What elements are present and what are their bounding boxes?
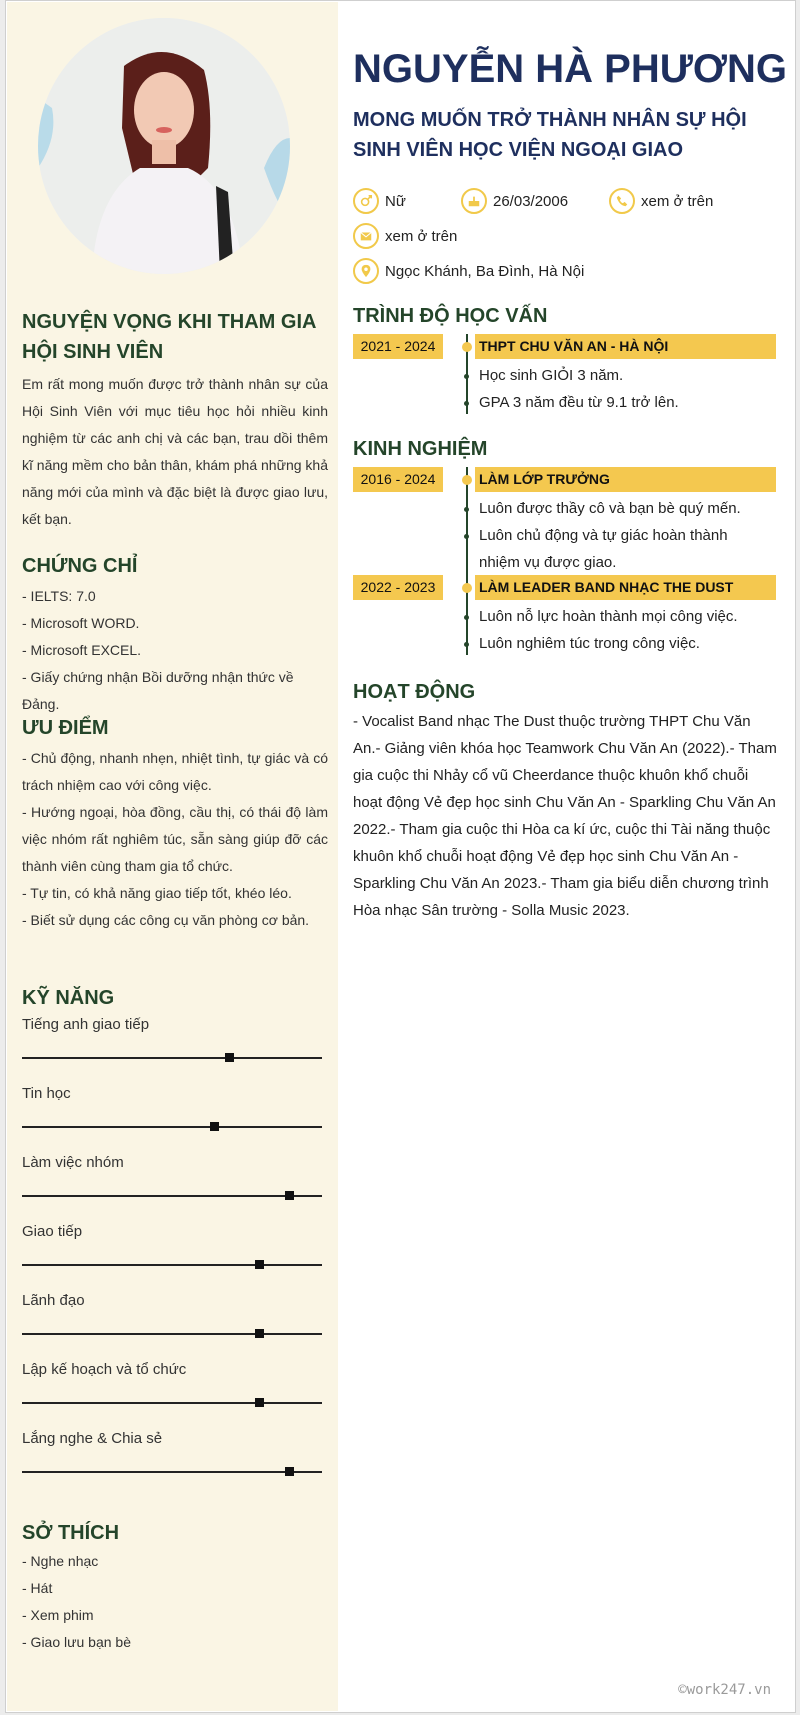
skill-track [22, 1471, 322, 1473]
skill-row [22, 1429, 328, 1498]
hobbies-heading: SỞ THÍCH [22, 1522, 120, 1544]
skill-level-handle [285, 1191, 294, 1200]
objective-title: MONG MUỐN TRỞ THÀNH NHÂN SỰ HỘI SINH VIÊN HỌC VIỆN NGOẠI GIAO [353, 109, 747, 161]
skill-label: Tiếng anh giao tiếp [22, 1016, 150, 1033]
avatar [38, 18, 290, 274]
education-detail: Học sinh GIỎI 3 năm. [479, 367, 624, 384]
dob-value: 26/03/2006 [493, 192, 569, 210]
skill-level-handle [285, 1467, 294, 1476]
sidebar [7, 2, 338, 1711]
location-icon [353, 258, 379, 284]
phone-icon [609, 188, 635, 214]
hobbies-section [22, 1518, 328, 1656]
timeline-bullet [464, 374, 469, 379]
certificate-item: - Microsoft EXCEL. [22, 642, 142, 658]
certificate-item: - Microsoft WORD. [22, 615, 140, 631]
hobby-item: - Nghe nhạc [22, 1553, 99, 1569]
skill-level-handle [255, 1398, 264, 1407]
address-value: Ngọc Khánh, Ba Đình, Hà Nội [385, 262, 585, 280]
education-timeline [353, 334, 776, 418]
skill-label: Lắng nghe & Chia sẻ [22, 1430, 163, 1447]
hobby-item: - Hát [22, 1580, 53, 1596]
experience-title: LÀM LEADER BAND NHẠC THE DUST [475, 575, 776, 600]
timeline-bullet [464, 534, 469, 539]
hobby-item: - Xem phim [22, 1607, 94, 1623]
skill-row [22, 1153, 328, 1222]
skill-row [22, 1084, 328, 1153]
skill-track [22, 1402, 322, 1404]
experience-heading: KINH NGHIỆM [353, 438, 488, 460]
experience-detail: Luôn được thầy cô và bạn bè quý mến. [479, 500, 741, 517]
skill-row [22, 1222, 328, 1291]
email-value: xem ở trên [385, 227, 458, 245]
info-email [353, 223, 457, 249]
skills-section [22, 983, 328, 1498]
aspiration-section [22, 307, 328, 533]
timeline-bullet [464, 642, 469, 647]
strengths-heading: ƯU ĐIỂM [22, 717, 109, 739]
skill-row [22, 1015, 328, 1084]
skill-label: Tin học [22, 1085, 71, 1102]
skill-level-handle [210, 1122, 219, 1131]
gender-icon [353, 188, 379, 214]
education-period: 2021 - 2024 [353, 334, 443, 359]
strength-item: - Chủ động, nhanh nhẹn, nhiệt tình, tự giác và có trách nhiệm cao với công việc. [22, 750, 328, 793]
activities-heading: HOẠT ĐỘNG [353, 681, 476, 703]
skill-row [22, 1360, 328, 1429]
experience-timeline [353, 467, 776, 657]
info-phone [609, 188, 713, 214]
certificates-section [22, 551, 328, 718]
timeline-line [466, 467, 468, 655]
experience-detail: Luôn nỗ lực hoàn thành mọi công việc. [479, 608, 738, 625]
experience-period: 2016 - 2024 [353, 467, 443, 492]
activities-text: - Vocalist Band nhạc The Dust thuộc trường THPT Chu Văn An.- Giảng viên khóa học Teamwork Chu Văn An (2022).- Tham gia cuộc thi Nhảy cổ vũ Cheerdance thuộc khuôn khổ chuỗi hoạt động Vẻ đẹp học sinh Chu Văn An - Sparkling Chu Văn An 2022.- Tham gia cuộc thi Hòa ca kí ức, cuộc thi Tài năng thuộc khuôn khổ chuỗi hoạt động Vẻ đẹp học sinh Chu Văn An - Sparkling Chu Văn An 2023.- Tham gia biểu diễn chương trình Hòa nhạc Sân trường - Solla Music 2023. [353, 713, 777, 919]
timeline-node [462, 583, 472, 593]
watermark: ©work247.vn [678, 1682, 771, 1698]
strength-item: - Hướng ngoại, hòa đồng, cầu thị, có thái độ làm việc nhóm rất nghiêm túc, sẵn sàng giúp đỡ các thành viên cùng tham gia tổ chức. [22, 804, 328, 874]
skill-track [22, 1126, 322, 1128]
timeline-node [462, 475, 472, 485]
phone-value: xem ở trên [641, 192, 714, 210]
cake-icon [461, 188, 487, 214]
skill-label: Lập kế hoạch và tổ chức [22, 1361, 187, 1378]
skill-level-handle [255, 1260, 264, 1269]
strength-item: - Tự tin, có khả năng giao tiếp tốt, khéo léo. [22, 885, 292, 901]
info-gender [353, 188, 406, 214]
skill-label: Làm việc nhóm [22, 1154, 124, 1171]
skills-heading: KỸ NĂNG [22, 987, 115, 1009]
skill-level-handle [255, 1329, 264, 1338]
info-dob [461, 188, 568, 214]
experience-detail: Luôn nghiêm túc trong công việc. [479, 635, 700, 652]
experience-detail: Luôn chủ động và tự giác hoàn thành nhiệm vụ được giao. [479, 527, 728, 571]
aspiration-text: Em rất mong muốn được trở thành nhân sự của Hội Sinh Viên với mục tiêu học hỏi nhiều kinh nghiệm từ các anh chị và các bạn, trau dồi thêm kĩ năng mềm cho bản thân, khám phá những khả năng mới của mình và đặc biệt là được giao lưu, kết bạn. [22, 376, 328, 527]
strength-item: - Biết sử dụng các công cụ văn phòng cơ bản. [22, 912, 310, 928]
skill-track [22, 1264, 322, 1266]
timeline-bullet [464, 401, 469, 406]
experience-period: 2022 - 2023 [353, 575, 443, 600]
cv-page [5, 0, 796, 1713]
info-address [353, 258, 584, 284]
strengths-section [22, 713, 328, 934]
skill-track [22, 1057, 322, 1059]
skill-label: Giao tiếp [22, 1223, 83, 1240]
experience-title: LÀM LỚP TRƯỞNG [475, 467, 776, 492]
aspiration-heading: NGUYỆN VỌNG KHI THAM GIA HỘI SINH VIÊN [22, 311, 316, 363]
timeline-bullet [464, 507, 469, 512]
mail-icon [353, 223, 379, 249]
gender-value: Nữ [385, 192, 406, 210]
hobby-item: - Giao lưu bạn bè [22, 1634, 131, 1650]
candidate-name: NGUYỄN HÀ PHƯƠNG [353, 47, 788, 91]
certificates-heading: CHỨNG CHỈ [22, 555, 138, 577]
education-heading: TRÌNH ĐỘ HỌC VẤN [353, 305, 548, 327]
skill-level-handle [225, 1053, 234, 1062]
skill-label: Lãnh đạo [22, 1292, 85, 1309]
certificate-item: - IELTS: 7.0 [22, 588, 96, 604]
education-school: THPT CHU VĂN AN - HÀ NỘI [475, 334, 776, 359]
skill-track [22, 1195, 322, 1197]
timeline-bullet [464, 615, 469, 620]
education-detail: GPA 3 năm đều từ 9.1 trở lên. [479, 394, 679, 411]
certificate-item: - Giấy chứng nhận Bồi dưỡng nhận thức về Đảng. [22, 669, 294, 712]
skill-row [22, 1291, 328, 1360]
timeline-node [462, 342, 472, 352]
skill-track [22, 1333, 322, 1335]
